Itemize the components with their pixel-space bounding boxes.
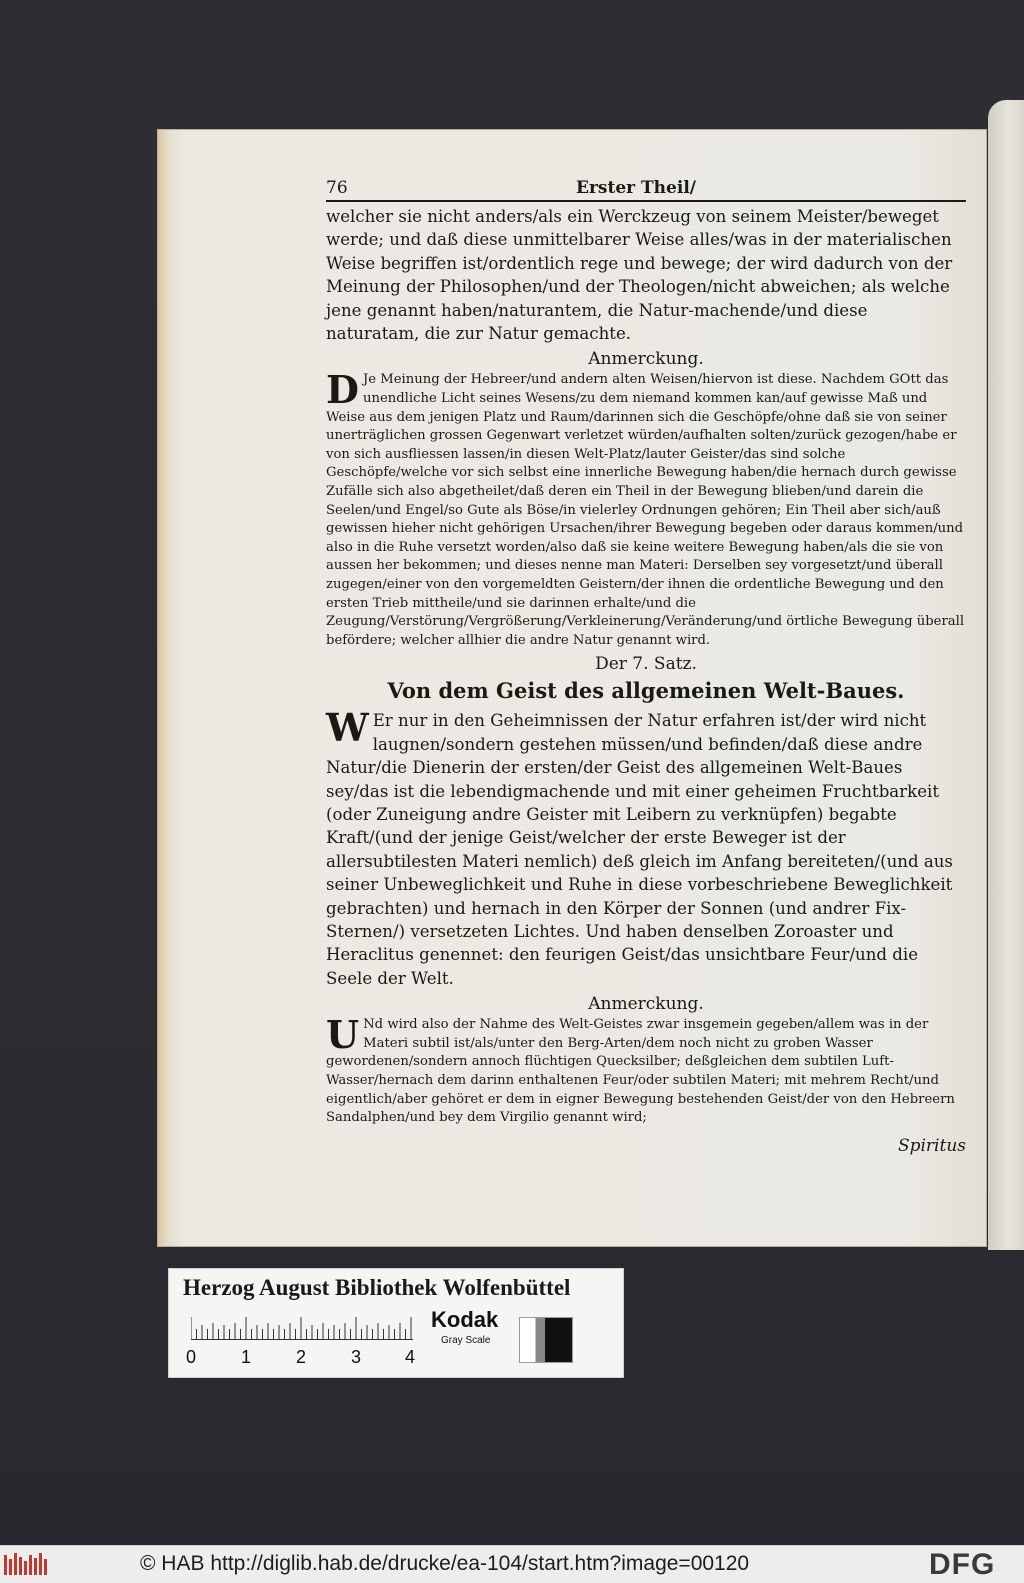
- gray-scale-caption: Gray Scale: [441, 1335, 491, 1346]
- library-color-target: [168, 1268, 624, 1378]
- copyright-link[interactable]: © HAB http://diglib.hab.de/drucke/ea-104/start.htm?image=00120: [140, 1552, 750, 1575]
- note-heading-2: Anmerckung.: [588, 994, 704, 1015]
- viewer-footer: [0, 1545, 1024, 1583]
- section-paragraph: [326, 705, 966, 990]
- ruler-label-3: 3: [351, 1347, 362, 1367]
- intro-paragraph: welcher sie nicht anders/als ein Werckzeug von seinem Meister/beweget werde; und daß diese unmittelbarer Weise alles/was in der materialischen Weise begriffen ist/ordentlich rege und bewege; der wird dadurch von der Meinung der Philosophen/und der Theologen/nicht abweichen; als welche jene genannt haben/naturantem, die Natur-machende/und diese naturatam, die zur Natur gemachte.: [326, 207, 953, 344]
- section-title: Von dem Geist des allgemeinen Welt-Baues.: [387, 678, 905, 704]
- note-1-paragraph: [326, 367, 966, 650]
- ruler-label-2: 2: [296, 1347, 307, 1367]
- ruler-label-4: 4: [405, 1347, 416, 1367]
- running-head: Erster Theil/: [576, 178, 696, 198]
- note-1-dropcap: D: [326, 367, 359, 413]
- section-text: Er nur in den Geheimnissen der Natur erfahren ist/der wird nicht laugnen/sondern gestehen müssen/und befinden/daß diese andre Natur/die Dienerin der ersten/der Geist des allgemeinen Welt-Baues sey/das ist die lebendigmachende und mit einer geheimen Fruchtbarkeit (oder Zuneigung andre Geister mit Leibern zu verknüpfen) begabte Kraft/(und der jenige Geist/welcher der erste Beweger ist der allersubtilesten Materi nemlich) deß gleich im Anfang bereiteten/(und aus seiner Unbeweglichkeit und Ruhe in diese vorbeschriebene Beweglichkeit gebrachten) und hernach in den Körper der Sonnen (und andrer Fix-Sternen/) versetzeten Lichtes. Und haben denselben Zoroaster und Heraclitus genennet: den feurigen Geist/das unsichtbare Feur/und die Seele der Welt.: [326, 711, 953, 988]
- ruler-label-0: 0: [186, 1347, 197, 1367]
- kodak-logo: Kodak: [431, 1307, 499, 1332]
- catchword: Spiritus: [897, 1135, 966, 1156]
- note-2-text: Nd wird also der Nahme des Welt-Geistes zwar insgemein gegeben/allem was in der Materi subtil ist/als/unter den Berg-Arten/dem noch nicht zu groben Wasser gewordenen/sondern annoch flüchtigen Quecksilber; deßgleichen dem subtilen Luft-Wasser/hernach dem darinn enthaltenen Feur/oder subtilen Materi; mit mehrem Recht/und eigentlich/aber gehöret er dem in eigner Bewegung bestehenden Geist/der von den Hebreern Sandalphen/und bey dem Virgilio genannt wird;: [326, 1017, 955, 1126]
- hab-logo-icon: [4, 1553, 48, 1577]
- dfg-logo: DFG: [929, 1548, 996, 1581]
- next-page-edge: [988, 100, 1024, 1250]
- note-2-paragraph: [326, 1012, 966, 1128]
- note-2-dropcap: U: [326, 1012, 360, 1058]
- gray-scale-patches: [519, 1317, 573, 1363]
- section-number: Der 7. Satz.: [595, 654, 697, 675]
- note-1-text: Je Meinung der Hebreer/und andern alten Weisen/hiervon ist diese. Nachdem GOtt das unendliche Licht seines Wesens/zu dem niemand kommen kan/auf gewisse Maß und Weise aus dem jenigen Platz und Raum/darinnen sich die Geschöpfe/ohne daß sie von seiner unerträglichen grossen Gegenwart verletzet würden/aufhalten solten/zurück gezogen/habe er von sich ausfliessen lassen/in diesen Welt-Platz/lauter Geister/das sind solche Geschöpfe/welche vor sich selbst eine innerliche Bewegung haben/die hernach durch gewisse Zufälle sich also abgetheilet/daß deren ein Theil in der Bewegung blieben/und darein die Seelen/und Engel/so Gute als Böse/in vielerley Ordnungen gehören; Ein Theil aber sich/auß gewissen hieher nicht gehörigen Ursachen/ihrer Bewegung begeben oder daraus kommen/und also in die Ruhe versetzt worden/also daß sie keine weitere Bewegung haben/als die sie von aussen her bekommen; und dieses nenne man Materi: Derselben sey vorgesetzt/und überall zugegen/einer von den vorgemeldten Geistern/der ihnen die ordentliche Bewegung und den ersten Trieb mittheile/und sie darinnen erhalte/und die Zeugung/Verstörung/Vergrößerung/Verkleinerung/Veränderung/und örtliche Bewegung überall befördere; welcher allhier die andre Natur genannt wird.: [326, 372, 965, 648]
- ruler-label-1: 1: [241, 1347, 252, 1367]
- section-dropcap: W: [326, 705, 369, 751]
- page-number: 76: [326, 178, 348, 198]
- ruler-scale: [191, 1313, 413, 1340]
- page-text-block: [326, 176, 966, 1156]
- note-heading-1: Anmerckung.: [588, 349, 704, 370]
- ruler-ticks: [191, 1313, 413, 1339]
- page-header: [326, 176, 966, 202]
- library-name: Herzog August Bibliothek Wolfenbüttel: [183, 1275, 571, 1300]
